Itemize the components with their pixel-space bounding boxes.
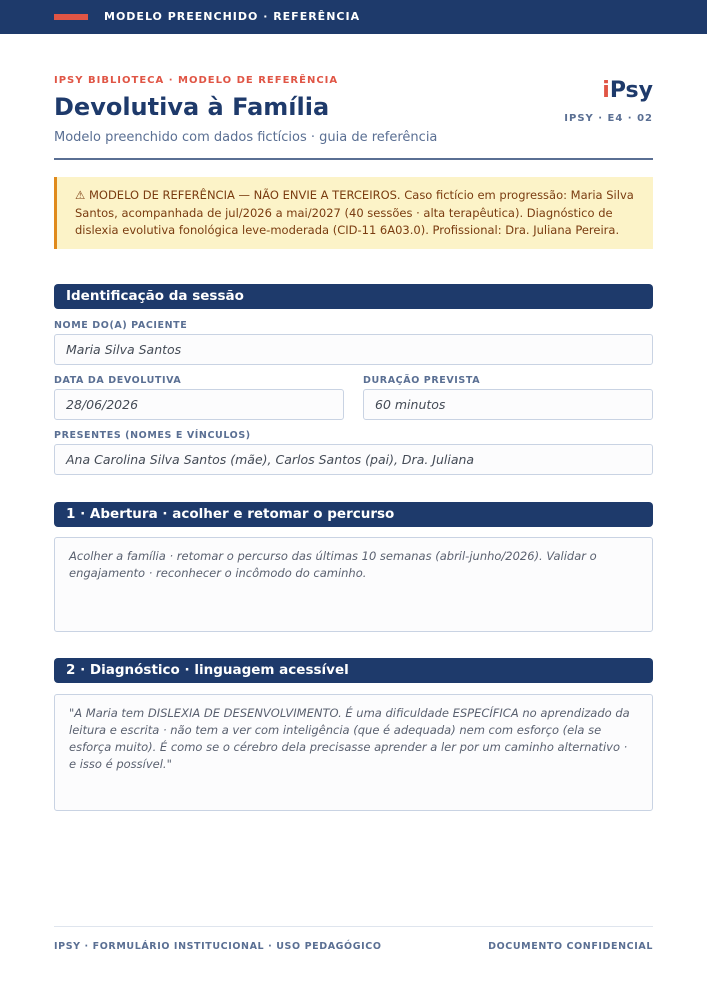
logo-i: i	[602, 78, 610, 103]
footer-right-text: DOCUMENTO CONFIDENCIAL	[488, 941, 653, 952]
feedback-date-label: DATA DA DEVOLUTIVA	[54, 375, 182, 386]
patient-name-field[interactable]: Maria Silva Santos	[54, 334, 653, 365]
page-title: Devolutiva à Família	[54, 93, 330, 121]
duration-field[interactable]: 60 minutos	[363, 389, 653, 420]
attendees-label: PRESENTES (NOMES E VÍNCULOS)	[54, 430, 251, 441]
banner-label: MODELO PREENCHIDO · REFERÊNCIA	[104, 10, 361, 23]
attendees-field[interactable]: Ana Carolina Silva Santos (mãe), Carlos Santos (pai), Dra. Juliana	[54, 444, 653, 475]
ipsy-logo	[602, 78, 653, 103]
warning-icon: ⚠	[75, 188, 86, 202]
section-opening-heading: 1 · Abertura · acolher e retomar o percurso	[54, 502, 653, 527]
top-banner	[0, 0, 707, 34]
document-code: IPSY · E4 · 02	[564, 113, 653, 124]
header-divider	[54, 158, 653, 160]
page-subtitle: Modelo preenchido com dados fictícios · guia de referência	[54, 130, 438, 145]
page-eyebrow: IPSY BIBLIOTECA · MODELO DE REFERÊNCIA	[54, 75, 339, 86]
footer-divider	[54, 926, 653, 927]
warning-text: MODELO DE REFERÊNCIA — NÃO ENVIE A TERCEIROS. Caso fictício em progressão: Maria Silva Santos, acompanhada de jul/2026 a mai/2027 (40 sessões · alta terapêutica). Diagnóstico de dislexia evolutiva fonológica leve-moderada (CID-11 6A03.0). Profissional: Dra. Juliana Pereira.	[75, 188, 634, 237]
opening-textarea[interactable]: Acolher a família · retomar o percurso das últimas 10 semanas (abril-junho/2026). Validar o engajamento · reconhecer o incômodo do caminho.	[54, 537, 653, 632]
diagnosis-textarea[interactable]: "A Maria tem DISLEXIA DE DESENVOLVIMENTO. É uma dificuldade ESPECÍFICA no aprendizado da leitura e escrita · não tem a ver com inteligência (que é adequada) nem com esforço (ela se esforça muito). É como se o cérebro dela precisasse aprender a ler por um caminho alternativo · e isso é possível."	[54, 694, 653, 811]
section-diagnosis-heading: 2 · Diagnóstico · linguagem acessível	[54, 658, 653, 683]
section-identification-heading: Identificação da sessão	[54, 284, 653, 309]
footer-left-text: IPSY · FORMULÁRIO INSTITUCIONAL · USO PEDAGÓGICO	[54, 941, 382, 952]
banner-accent-stripe	[54, 14, 88, 20]
reference-warning	[54, 177, 653, 249]
feedback-date-field[interactable]: 28/06/2026	[54, 389, 344, 420]
duration-label: DURAÇÃO PREVISTA	[363, 375, 481, 386]
patient-name-label: NOME DO(A) PACIENTE	[54, 320, 188, 331]
logo-text: Psy	[609, 78, 653, 103]
